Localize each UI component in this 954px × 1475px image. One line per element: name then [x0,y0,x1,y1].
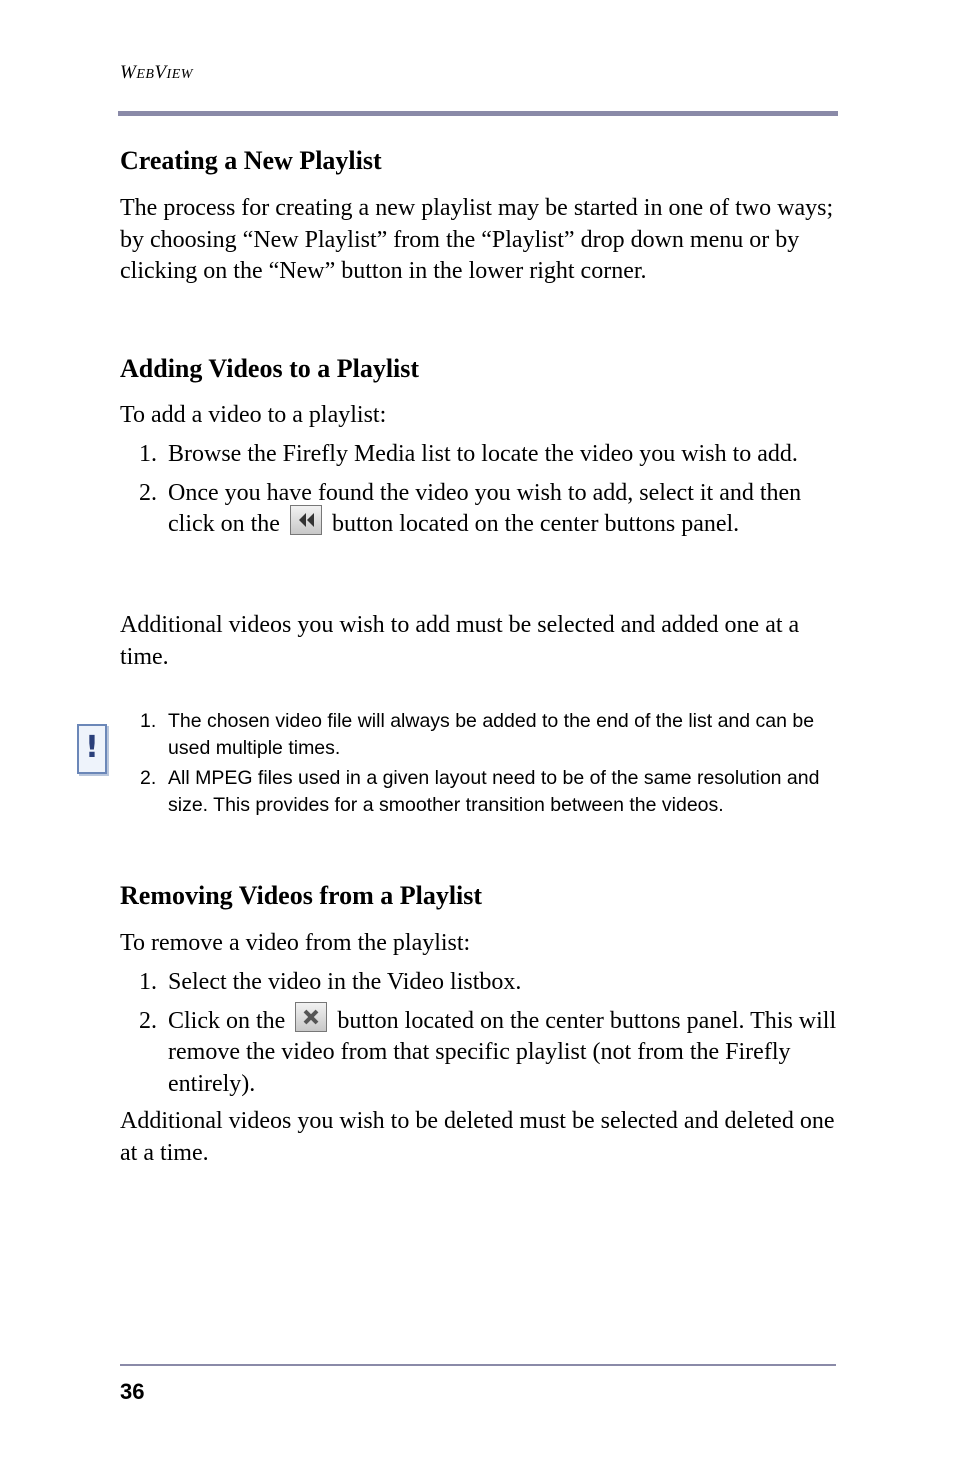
section-title-adding: Adding Videos to a Playlist [120,354,420,383]
list-item: 2. All MPEG files used in a given layout need to be of the same resolution and size. This provides for a smoother transition between the videos. [140,767,820,816]
adding-steps [120,439,840,548]
adding-outro: Additional videos you wish to add must be selected and added one at a time. [120,612,800,670]
removing-intro: To remove a video from the playlist: [120,930,471,956]
section-title-removing: Removing Videos from a Playlist [120,881,483,910]
add-to-playlist-icon [290,505,322,535]
list-item: 1. The chosen video file will always be added to the end of the list and can be used multiple times. [140,710,815,759]
exclamation-note-icon: ! [77,724,107,774]
removing-steps [120,967,840,1107]
list-item: 2. Click on the button located on the center buttons panel. This will remove the video from that specific playlist (not from the Firefly entirely). [120,1006,840,1101]
header-rule [118,111,838,116]
removing-outro: Additional videos you wish to be deleted must be selected and deleted one at a time. [120,1108,835,1166]
list-item: 1. Browse the Firefly Media list to locate the video you wish to add. [139,441,798,467]
note-list [140,708,840,822]
list-item: 1. Select the video in the Video listbox. [139,969,522,995]
list-item: 2. Once you have found the video you wish to add, select it and then click on the button located on the center buttons panel. [139,479,802,537]
footer-rule [120,1364,836,1366]
remove-x-icon [295,1002,327,1032]
section-title-creating: Creating a New Playlist [120,146,382,175]
running-head: WEBVIEW [120,62,193,83]
page-number: 36 [120,1379,145,1404]
creating-body: The process for creating a new playlist may be started in one of two ways; by choosing “New Playlist” from the “Playlist” drop down menu or by clicking on the “New” button in the lower right corner. [120,195,834,284]
adding-intro: To add a video to a playlist: [120,402,387,428]
